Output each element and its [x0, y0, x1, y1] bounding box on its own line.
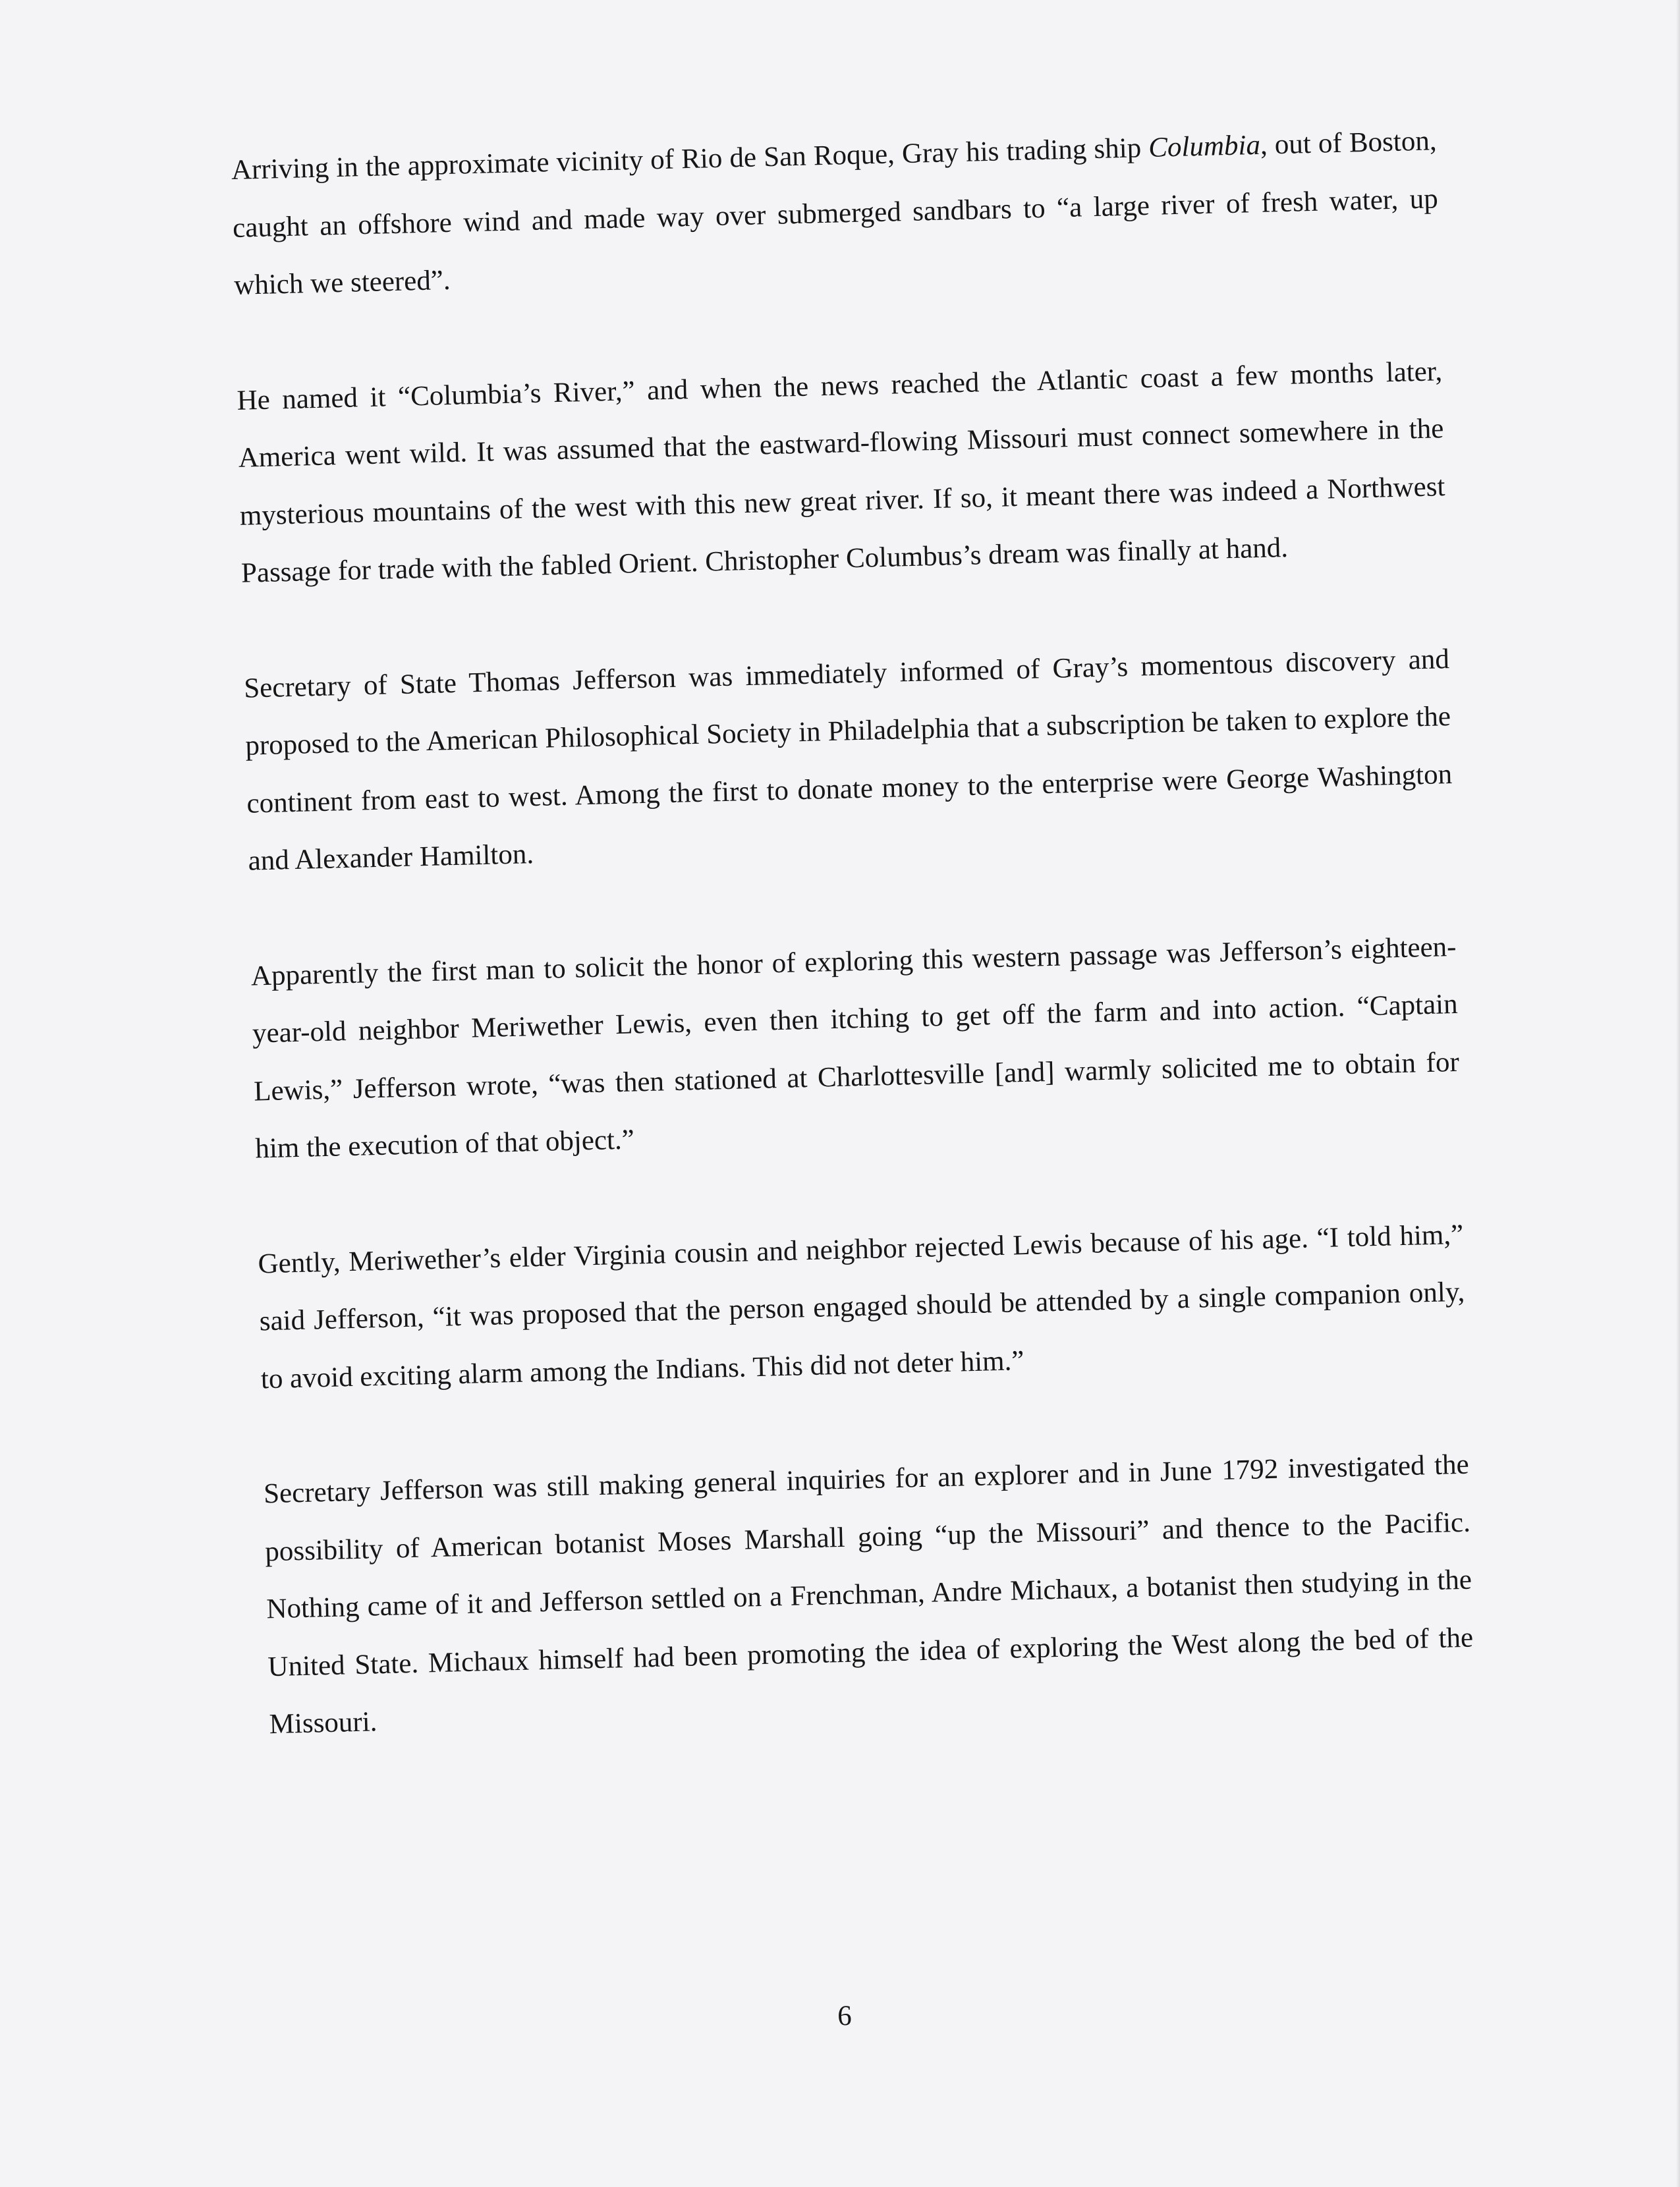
body-text	[231, 112, 1475, 1753]
paragraph-1-rest: , out of Boston, caught an offshore wind and made way over submerged sandbars to “a large river of fresh water, up which we steered”.	[232, 125, 1439, 301]
paragraph-6: Secretary Jefferson was still making general inquiries for an explorer and in June 1792 investigated the possibility of American botanist Moses Marshall going “up the Missouri” and thence to the Pacific. Nothing came of it and Jefferson settled on a Frenchman, Andre Michaux, a botanist then studying in the United State. Michaux himself had been promoting the idea of exploring the West along the bed of the Missouri.	[263, 1449, 1474, 1740]
paragraph-2: He named it “Columbia’s River,” and when the news reached the Atlantic coast a few months later, America went wild. It was assumed that the eastward-flowing Missouri must connect somewhere in the mysterious mountains of the west with this new great river. If so, it meant there was indeed a Northwest Passage for trade with the fabled Orient. Christopher Columbus’s dream was finally at hand.	[237, 355, 1445, 589]
page-number: 6	[837, 2001, 852, 2032]
paragraph-4: Apparently the first man to solicit the honor of exploring this western passage was Jefferson’s eighteen-year-old neighbor Meriwether Lewis, even then itching to get off the farm and into action. “Captain Lewis,” Jefferson wrote, “was then stationed at Charlottesville [and] warmly solicited me to obtain for him the execution of that object.”	[250, 931, 1460, 1165]
paragraph-3: Secretary of State Thomas Jefferson was immediately informed of Gray’s momentous discovery and proposed to the American Philosophical Society in Philadelphia that a subscription be taken to explore the continent from east to west. Among the first to donate money to the enterprise were George Washington and Alexander Hamilton.	[243, 643, 1453, 877]
paragraph-1	[231, 112, 1440, 314]
paragraph-1-lead: Arriving in the approximate vicinity of Rio de San Roque, Gray his trading ship	[231, 132, 1149, 186]
paragraph-5: Gently, Meriwether’s elder Virginia cousin and neighbor rejected Lewis because of his age. “I told him,” said Jefferson, “it was proposed that the person engaged should be attended by a single companion only, to avoid exciting alarm among the Indians. This did not deter him.”	[258, 1219, 1465, 1395]
page-edge	[1676, 0, 1680, 2187]
ship-name: Columbia	[1148, 129, 1261, 163]
